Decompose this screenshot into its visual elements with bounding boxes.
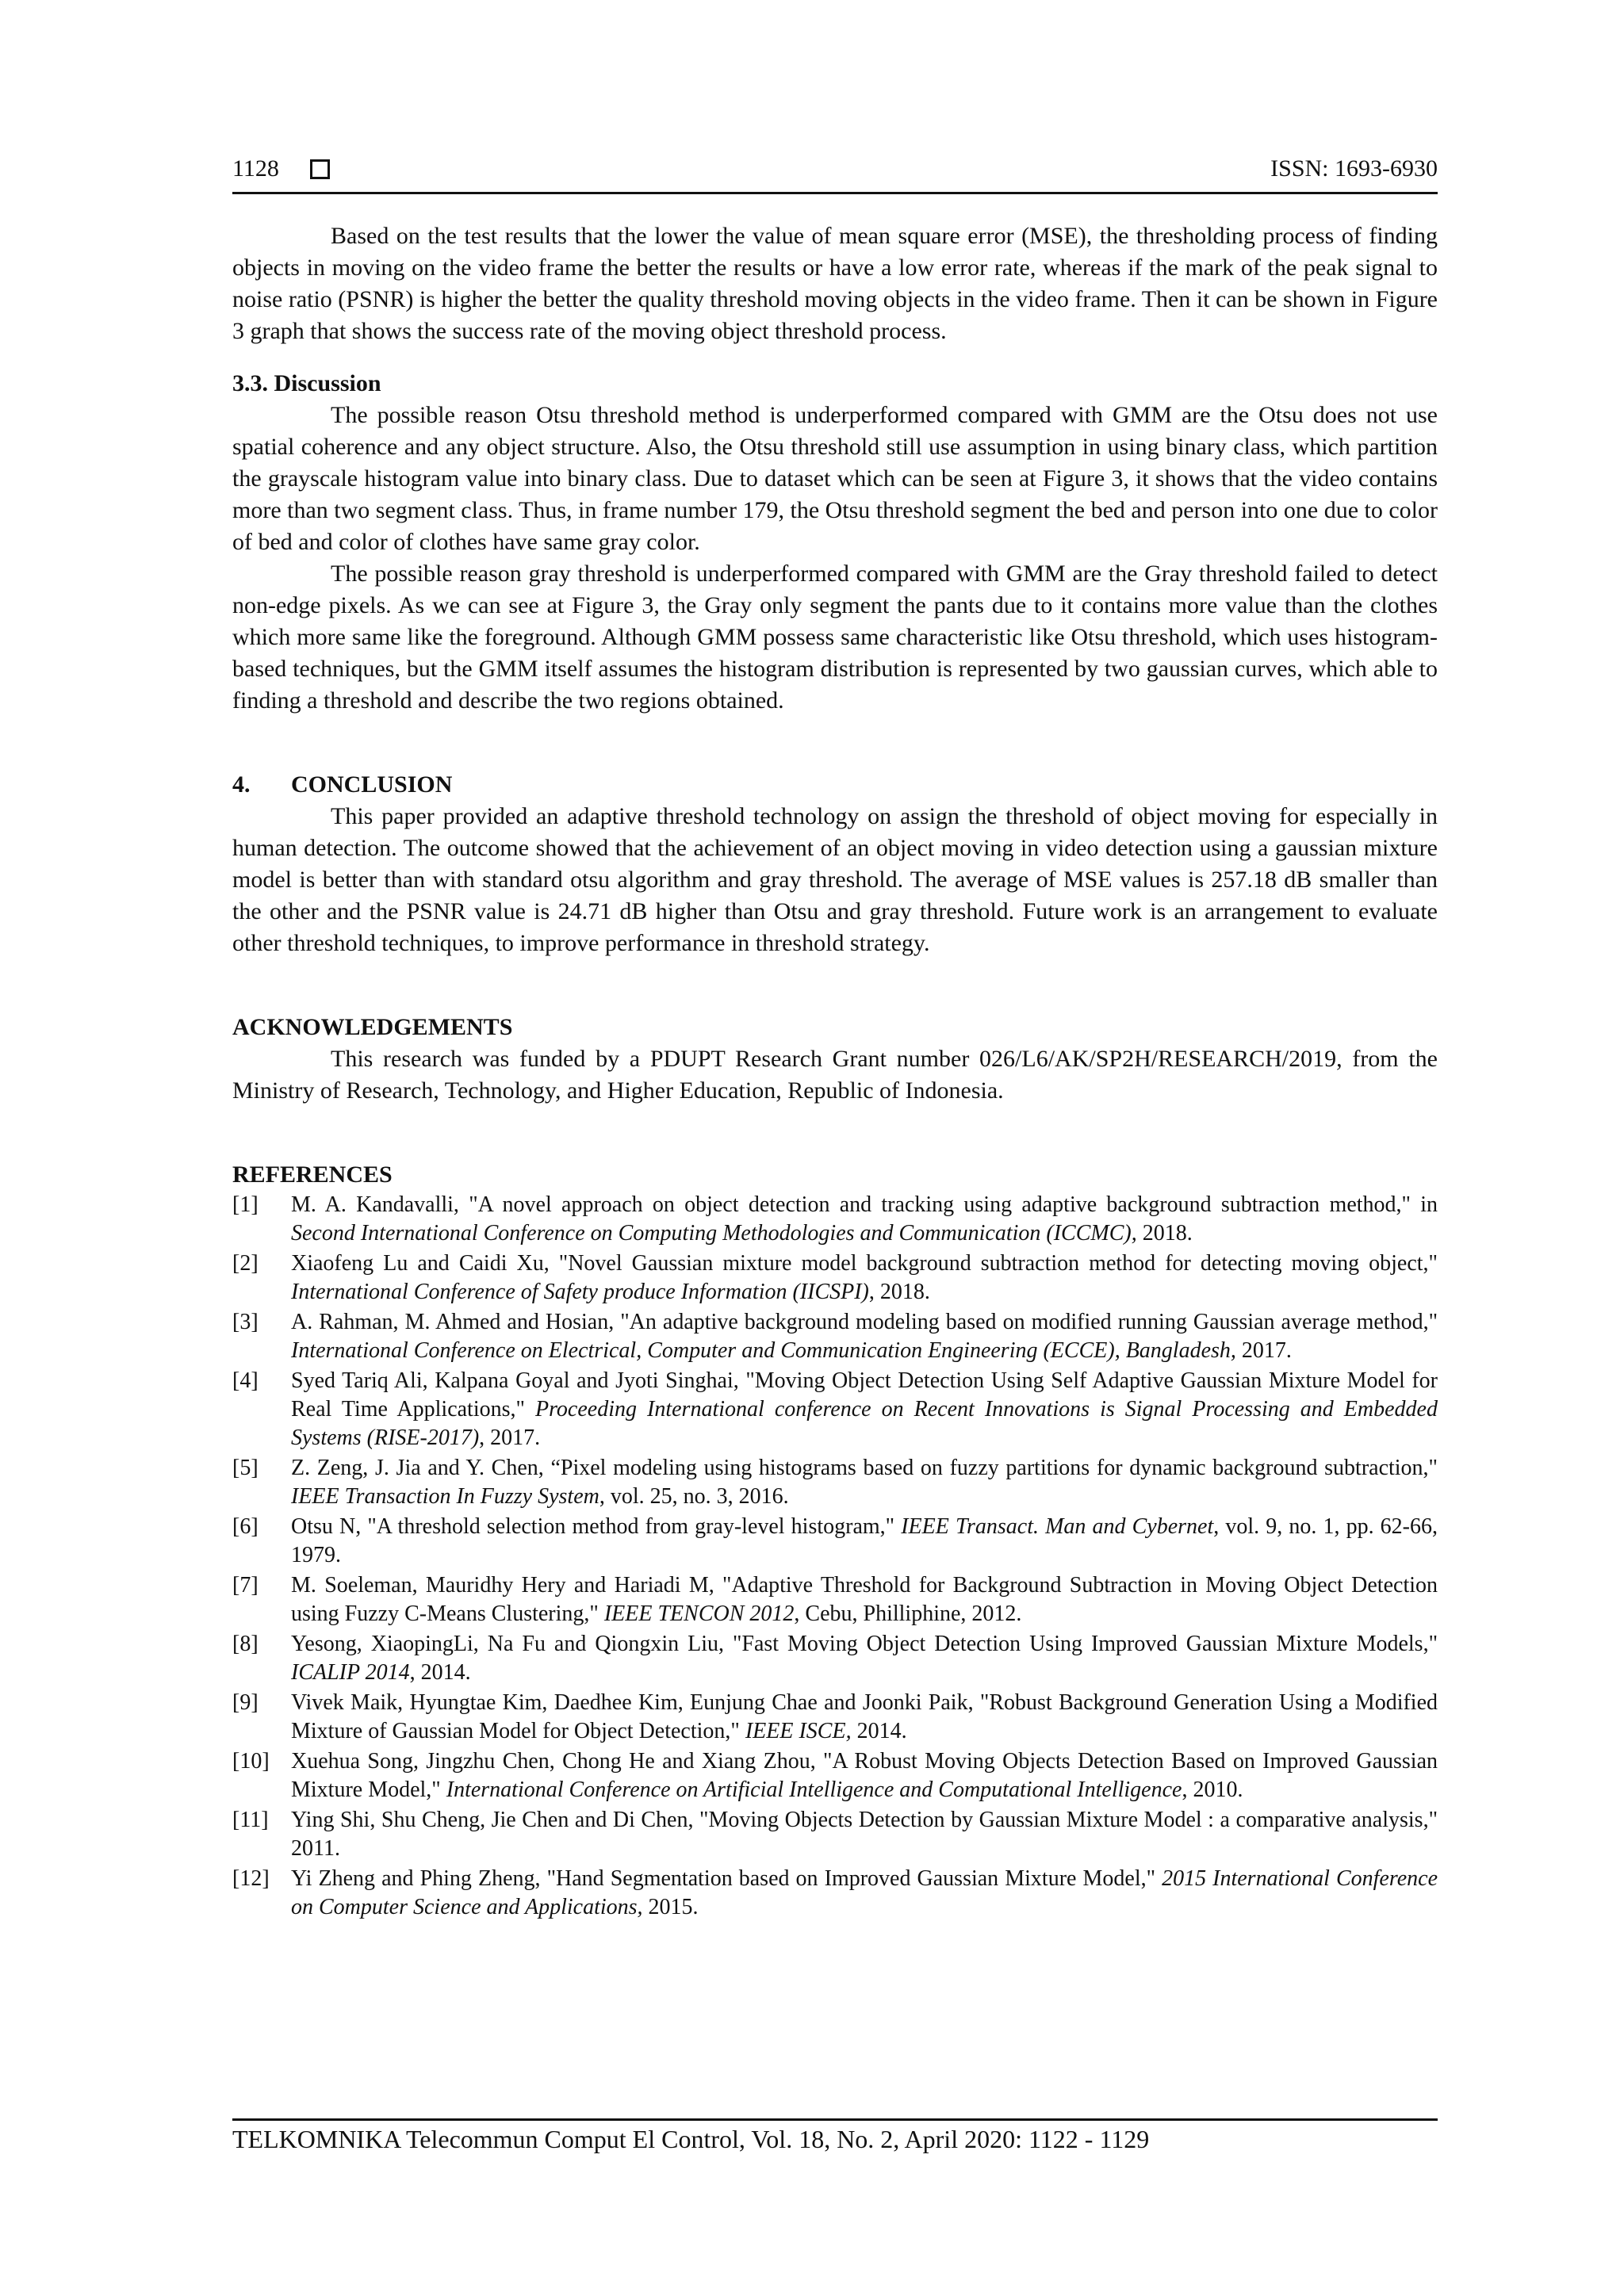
reference-number: [5] xyxy=(232,1456,259,1480)
reference-item xyxy=(232,1249,1438,1307)
reference-item xyxy=(232,1630,1438,1687)
article-body xyxy=(232,220,1438,1923)
reference-text: Syed Tariq Ali, Kalpana Goyal and Jyoti Singhai, "Moving Object Detection Using Self Adaptive Gaussian Mixture Model for Real Time Applications," Proceeding International conference on Recent Innovations is Signal Processing and Embedded Systems (RISE-2017), 2017. xyxy=(291,1368,1438,1450)
reference-number: [12] xyxy=(232,1866,270,1891)
reference-venue: IEEE ISCE, xyxy=(745,1719,852,1743)
reference-item xyxy=(232,1191,1438,1248)
reference-venue: 2015 International Conference on Computer Science and Applications, xyxy=(291,1866,1438,1919)
header-divider xyxy=(232,192,1438,194)
reference-text: A. Rahman, M. Ahmed and Hosian, "An adaptive background modeling based on modified running Gaussian average method," International Conference on Electrical, Computer and Communication Engineering (ECCE), Bangladesh, 2017. xyxy=(291,1310,1438,1363)
reference-number: [4] xyxy=(232,1368,259,1393)
conclusion-paragraph: This paper provided an adaptive threshold technology on assign the threshold of object moving for especially in human detection. The outcome showed that the achievement of an object moving in video detection using a gaussian mixture model is better than with standard otsu algorithm and gray threshold. The average of MSE values is 257.18 dB smaller than the other and the PSNR value is 24.71 dB higher than Otsu and gray threshold. Future work is an arrangement to evaluate other threshold techniques, to improve performance in threshold strategy. xyxy=(232,803,1438,956)
reference-text: Xiaofeng Lu and Caidi Xu, "Novel Gaussian mixture model background subtraction method for detecting moving object," International Conference of Safety produce Information (IICSPI), 2018. xyxy=(291,1251,1438,1304)
reference-venue: IEEE Transaction In Fuzzy System xyxy=(291,1484,599,1509)
page-header xyxy=(232,155,1438,190)
footer-divider xyxy=(232,2118,1438,2121)
reference-item xyxy=(232,1454,1438,1511)
conclusion-number: 4. xyxy=(232,771,251,798)
discussion-heading: 3.3. Discussion xyxy=(232,370,381,396)
reference-item xyxy=(232,1689,1438,1746)
discussion-paragraph-2: The possible reason gray threshold is underperformed compared with GMM are the Gray threshold failed to detect non-edge pixels. As we can see at Figure 3, the Gray only segment the pants due to it contains more value than the clothes which more same like the foreground. Although GMM possess same characteristic like Otsu threshold, which uses histogram-based techniques, but the GMM itself assumes the histogram distribution is represented by two gaussian curves, which able to finding a threshold and describe the two regions obtained. xyxy=(232,561,1438,714)
conclusion-title: CONCLUSION xyxy=(291,771,453,798)
reference-item xyxy=(232,1308,1438,1365)
reference-venue: International Conference on Electrical, Computer and Communication Engineering (ECCE), Bangladesh, xyxy=(291,1338,1236,1363)
reference-number: [2] xyxy=(232,1251,259,1276)
reference-list xyxy=(232,1191,1438,1922)
reference-venue: ICALIP 2014 xyxy=(291,1660,410,1685)
reference-venue: Proceeding International conference on Recent Innovations is Signal Processing and Embedded Systems (RISE-2017) xyxy=(291,1397,1438,1450)
footer-citation: TELKOMNIKA Telecommun Comput El Control, Vol. 18, No. 2, April 2020: 1122 - 1129 xyxy=(232,2125,1150,2153)
acknowledgements-paragraph: This research was funded by a PDUPT Research Grant number 026/L6/AK/SP2H/RESEARCH/2019, from the Ministry of Research, Technology, and Higher Education, Republic of Indonesia. xyxy=(232,1046,1438,1104)
reference-text: Vivek Maik, Hyungtae Kim, Daedhee Kim, Eunjung Chae and Joonki Paik, "Robust Background Generation Using a Modified Mixture of Gaussian Model for Object Detection," IEEE ISCE, 2014. xyxy=(291,1690,1438,1743)
reference-text: Z. Zeng, J. Jia and Y. Chen, “Pixel modeling using histograms based on fuzzy partitions for dynamic background subtraction," IEEE Transaction In Fuzzy System, vol. 25, no. 3, 2016. xyxy=(291,1456,1438,1509)
discussion-paragraph-1: The possible reason Otsu threshold method is underperformed compared with GMM are the Otsu does not use spatial coherence and any object structure. Also, the Otsu threshold still use assumption in using binary class, which partition the grayscale histogram value into binary class. Due to dataset which can be seen at Figure 3, it shows that the video contains more than two segment class. Thus, in frame number 179, the Otsu threshold segment the bed and person into one due to color of bed and color of clothes have same gray color. xyxy=(232,402,1438,555)
reference-number: [3] xyxy=(232,1310,259,1334)
reference-number: [11] xyxy=(232,1808,269,1832)
reference-item xyxy=(232,1367,1438,1452)
reference-number: [8] xyxy=(232,1632,259,1656)
references-heading: REFERENCES xyxy=(232,1161,393,1188)
square-bullet-icon xyxy=(310,159,330,179)
reference-item xyxy=(232,1747,1438,1804)
reference-text: Yi Zheng and Phing Zheng, "Hand Segmentation based on Improved Gaussian Mixture Model," 2015 International Conference on Computer Science and Applications, 2015. xyxy=(291,1866,1438,1919)
issn-label: ISSN: 1693-6930 xyxy=(1270,155,1438,182)
page-number: 1128 xyxy=(232,155,279,182)
reference-number: [1] xyxy=(232,1192,259,1217)
reference-text: M. A. Kandavalli, "A novel approach on object detection and tracking using adaptive background subtraction method," in Second International Conference on Computing Methodologies and Communication (ICCMC), 2018. xyxy=(291,1192,1438,1246)
reference-text: Ying Shi, Shu Cheng, Jie Chen and Di Chen, "Moving Objects Detection by Gaussian Mixture Model : a comparative analysis," 2011. xyxy=(291,1808,1438,1861)
reference-item xyxy=(232,1513,1438,1570)
reference-venue: International Conference on Artificial Intelligence and Computational Intelligence xyxy=(446,1777,1182,1802)
reference-venue: IEEE Transact. Man and Cybernet xyxy=(901,1514,1214,1539)
intro-paragraph: Based on the test results that the lower the value of mean square error (MSE), the thresholding process of finding objects in moving on the video frame the better the results or have a low error rate, whereas if the mark of the peak signal to noise ratio (PSNR) is higher the better the quality threshold moving objects in the video frame. Then it can be shown in Figure 3 graph that shows the success rate of the moving object threshold process. xyxy=(232,223,1438,344)
reference-venue: International Conference of Safety produce Information (IICSPI) xyxy=(291,1280,869,1304)
reference-number: [10] xyxy=(232,1749,270,1774)
reference-item xyxy=(232,1865,1438,1922)
reference-text: Yesong, XiaopingLi, Na Fu and Qiongxin Liu, "Fast Moving Object Detection Using Improved Gaussian Mixture Models," ICALIP 2014, 2014. xyxy=(291,1632,1438,1685)
conclusion-heading xyxy=(232,769,1438,801)
reference-text: Otsu N, "A threshold selection method from gray-level histogram," IEEE Transact. Man and Cybernet, vol. 9, no. 1, pp. 62-66, 1979. xyxy=(291,1514,1438,1567)
reference-item xyxy=(232,1806,1438,1863)
reference-item xyxy=(232,1571,1438,1628)
reference-number: [6] xyxy=(232,1514,259,1539)
reference-text: M. Soeleman, Mauridhy Hery and Hariadi M, "Adaptive Threshold for Background Subtraction in Moving Object Detection using Fuzzy C-Means Clustering," IEEE TENCON 2012, Cebu, Philliphine, 2012. xyxy=(291,1573,1438,1626)
reference-text: Xuehua Song, Jingzhu Chen, Chong He and Xiang Zhou, "A Robust Moving Objects Detection Based on Improved Gaussian Mixture Model," International Conference on Artificial Intelligence and Computational Intelligence, 2010. xyxy=(291,1749,1438,1802)
acknowledgements-heading: ACKNOWLEDGEMENTS xyxy=(232,1014,513,1040)
reference-venue: Second International Conference on Computing Methodologies and Communication (ICCMC), xyxy=(291,1221,1137,1246)
reference-number: [9] xyxy=(232,1690,259,1715)
reference-number: [7] xyxy=(232,1573,259,1598)
reference-venue: IEEE TENCON 2012 xyxy=(603,1601,795,1626)
